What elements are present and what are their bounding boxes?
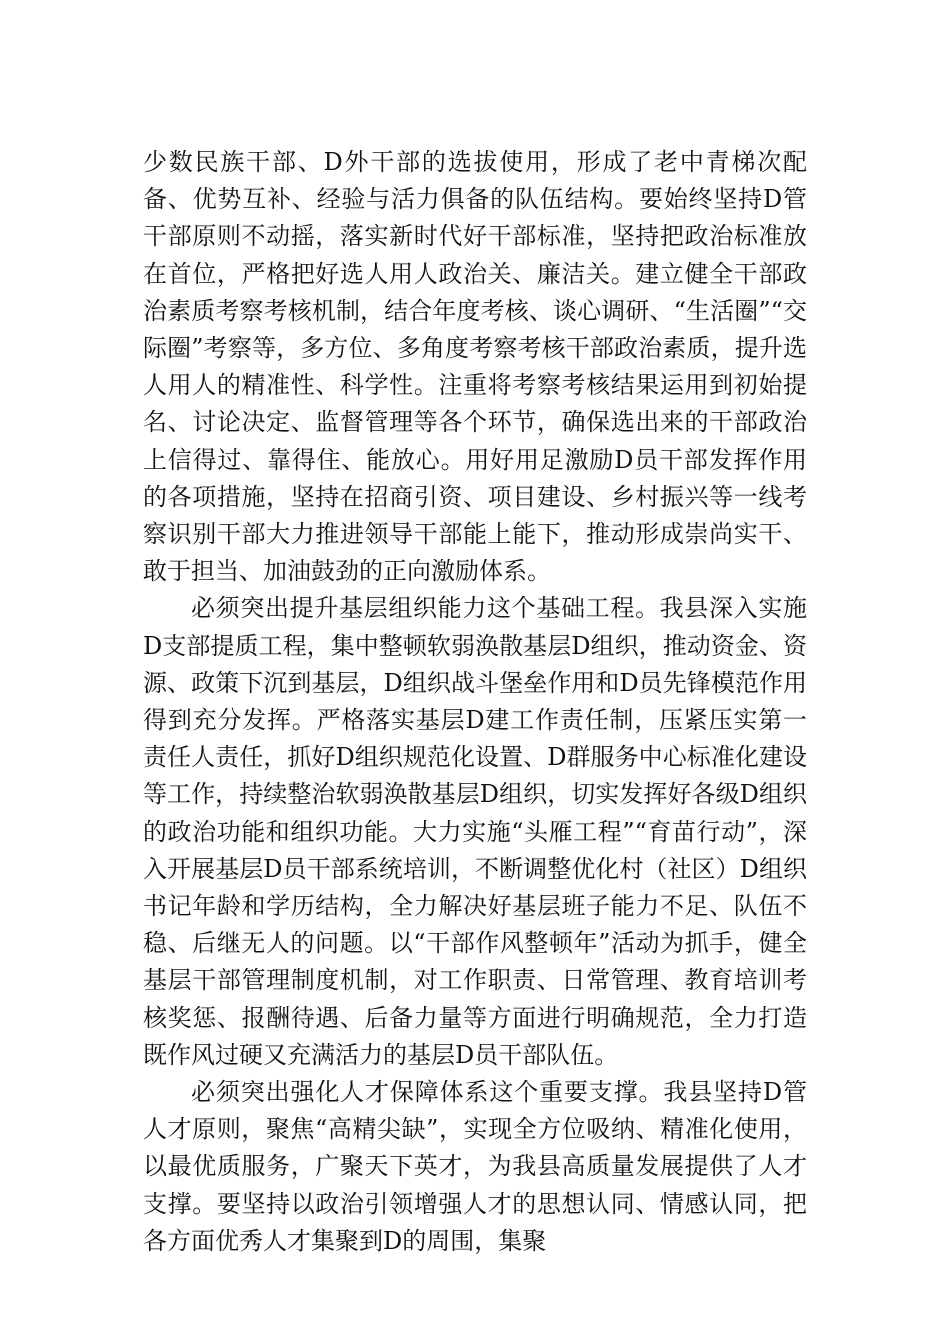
paragraph-grassroots-organization: 必须突出提升基层组织能力这个基础工程。我县深入实施D支部提质工程，集中整顿软弱涣散基层D组织，推动资金、资源、政策下沉到基层，D组织战斗堡垒作用和D员先锋模范作用得到充分发挥。严格落实基层D建工作责任制，压紧压实第一责任人责任，抓好D组织规范化设置、D群服务中心标准化建设等工作，持续整治软弱涣散基层D组织，切实发挥好各级D组织的政治功能和组织功能。大力实施“头雁工程”“育苗行动”，深入开展基层D员干部系统培训，不断调整优化村（社区）D组织书记年龄和学历结构，全力解决好基层班子能力不足、队伍不稳、后继无人的问题。以“干部作风整顿年”活动为抓手，健全基层干部管理制度机制，对工作职责、日常管理、教育培训考核奖惩、报酬待遇、后备力量等方面进行明确规范，全力打造既作风过硬又充满活力的基层D员干部队伍。 [143, 594, 807, 1069]
document-page [143, 144, 807, 1260]
paragraph-talent-support: 必须突出强化人才保障体系这个重要支撑。我县坚持D管人才原则，聚焦“高精尖缺”，实现全方位吸纳、精准化使用，以最优质服务，广聚天下英才，为我县高质量发展提供了人才支撑。要坚持以政治引领增强人才的思想认同、情感认同，把各方面优秀人才集聚到D的周围，集聚 [143, 1078, 807, 1255]
paragraph-cadre-selection: 少数民族干部、D外干部的选拔使用，形成了老中青梯次配备、优势互补、经验与活力俱备的队伍结构。要始终坚持D管干部原则不动摇，落实新时代好干部标准，坚持把政治标准放在首位，严格把好选人用人政治关、廉洁关。建立健全干部政治素质考察考核机制，结合年度考核、谈心调研、“生活圈”“交际圈”考察等，多方位、多角度考察考核干部政治素质，提升选人用人的精准性、科学性。注重将考察考核结果运用到初始提名、讨论决定、监督管理等各个环节，确保选出来的干部政治上信得过、靠得住、能放心。用好用足激励D员干部发挥作用的各项措施，坚持在招商引资、项目建设、乡村振兴等一线考察识别干部大力推进领导干部能上能下，推动形成崇尚实干、敢于担当、加油鼓劲的正向激励体系。 [143, 148, 807, 586]
